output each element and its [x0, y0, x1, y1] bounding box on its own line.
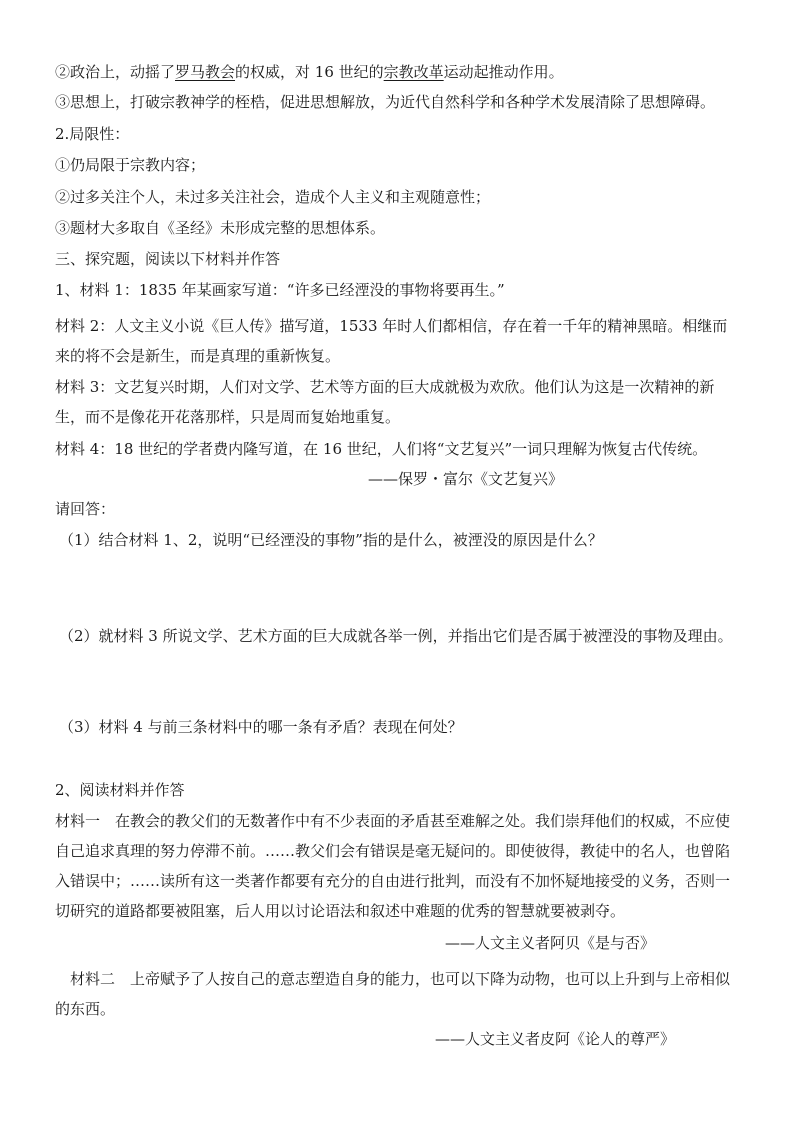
limitation-heading: 2.局限性：	[55, 125, 130, 143]
material-3: 材料 3：文艺复兴时期，人们对文学、艺术等方面的巨大成就极为欢欣。他们认为这是一次精神的新生，而不是像花开花落那样，只是周而复始地重复。	[55, 378, 715, 426]
politics-prefix: ②政治上，动摇了	[55, 63, 176, 81]
material-4: 材料 4：18 世纪的学者费内隆写道，在 16 世纪，人们将“文艺复兴”一词只理解为恢复古代传统。	[55, 440, 708, 458]
politics-suffix: 运动起推动作用。	[443, 63, 564, 81]
limitation-item-2: ②过多关注个人，未过多关注社会，造成个人主义和主观随意性；	[55, 188, 491, 206]
politics-mid: 的权威，对 16 世纪的	[235, 63, 384, 81]
reading-material-2: 材料二 上帝赋予了人按自己的意志塑造自身的能力，也可以下降为动物，也可以上升到与上帝相似的东西。	[55, 970, 731, 1018]
question-1: （1）结合材料 1、2，说明“已经湮没的事物”指的是什么，被湮没的原因是什么？	[59, 531, 603, 549]
thought-paragraph: ③思想上，打破宗教神学的桎梏，促进思想解放，为近代自然科学和各种学术发展清除了思想障碍。	[55, 93, 716, 111]
exploration-heading: 三、探究题，阅读以下材料并作答	[55, 250, 281, 268]
limitation-item-1: ①仍局限于宗教内容；	[55, 156, 206, 174]
roman-church-term: 罗马教会	[175, 63, 236, 81]
material-2: 材料 2：人文主义小说《巨人传》描写道，1533 年时人们都相信，存在着一千年的精神黑暗。相继而来的将不会是新生，而是真理的重新恢复。	[55, 317, 728, 365]
reading-heading: 2、阅读材料并作答	[55, 781, 185, 799]
reading-material-2-source: ——人文主义者皮阿《论人的尊严》	[435, 1030, 676, 1048]
answer-prompt: 请回答：	[55, 500, 116, 518]
question-3: （3）材料 4 与前三条材料中的哪一条有矛盾？表现在何处？	[59, 718, 463, 736]
reading-material-1: 材料一 在教会的教父们的无数著作中有不少表面的矛盾甚至难解之处。我们崇拜他们的权威，不应使自己追求真理的努力停滞不前。……教父们会有错误是毫无疑问的。即使彼得，教徒中的名人，也曾陷入错误中；……读所有这一类著作都要有充分的自由进行批判，而没有不加怀疑地接受的义务，否则一切研究的道路都要被阻塞，后人用以讨论语法和叙述中难题的优秀的智慧就要被剥夺。	[55, 812, 731, 920]
question-2: （2）就材料 3 所说文学、艺术方面的巨大成就各举一例，并指出它们是否属于被湮没的事物及理由。	[59, 627, 733, 645]
reading-material-1-source: ——人文主义者阿贝《是与否》	[445, 934, 656, 952]
material-1: 1、材料 1：1835 年某画家写道：“许多已经湮没的事物将要再生。”	[55, 281, 505, 299]
politics-paragraph	[55, 62, 564, 82]
material-4-source: ——保罗・富尔《文艺复兴》	[368, 470, 564, 488]
reformation-term: 宗教改革	[383, 63, 444, 81]
limitation-item-3: ③题材大多取自《圣经》未形成完整的思想体系。	[55, 219, 386, 237]
